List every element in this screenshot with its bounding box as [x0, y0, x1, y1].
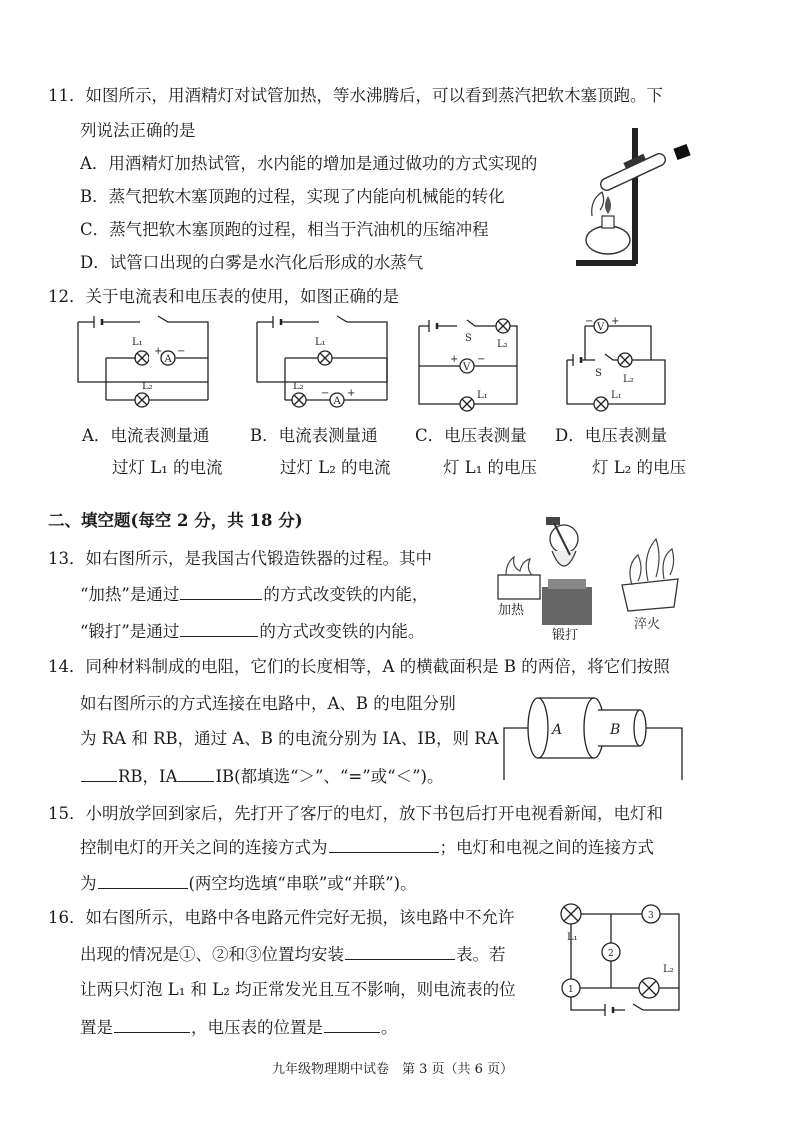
q12-c-minus-label: −	[477, 354, 486, 365]
q12-c-l2-label: L₂	[497, 339, 508, 350]
q16-figure-circuit	[543, 898, 693, 1018]
q13-line2	[80, 585, 428, 604]
q14-fig-b-label: B	[610, 722, 621, 738]
q12-choice-b-line2: 过灯 L₂ 的电流	[280, 458, 391, 477]
q12-d-plus-label: +	[611, 316, 620, 327]
page-footer: 九年级物理期中试卷 第 3 页（共 6 页）	[272, 1062, 514, 1077]
q12-a-plus-label: +	[154, 346, 163, 357]
q14-line3: 为 RA 和 RB，通过 A、B 的电流分别为 IA、IB，则 RA	[80, 729, 499, 748]
q12-choice-a-line2: 过灯 L₁ 的电流	[112, 458, 223, 477]
q12-choice-a-line1: A．电流表测量通	[82, 426, 210, 445]
q13-line2-suffix: 的方式改变铁的内能，	[263, 585, 429, 604]
q12-c-switch-label: S	[465, 333, 472, 344]
q12-a-l2-label: L₂	[142, 381, 153, 392]
q16-line2-suffix: 表。若	[456, 945, 506, 964]
q16-line4	[80, 1018, 398, 1037]
q16-line4-end: 。	[381, 1018, 398, 1037]
q12-d-l1-label: L₁	[611, 390, 622, 401]
q11-option-a: A．用酒精灯加热试管，水内能的增加是通过做功的方式实现的	[80, 154, 538, 173]
q13-figure-forging	[492, 515, 692, 640]
q15-blank-1[interactable]	[329, 838, 439, 853]
q16-line2	[80, 945, 506, 964]
q14-line4-suffix: IB(都填选“＞”、“=”或“＜”)。	[215, 767, 444, 786]
q16-line4-mid: ，电压表的位置是	[191, 1018, 323, 1037]
q12-d-l2-label: L₂	[623, 374, 634, 385]
q12-choice-d-line1: D．电压表测量	[555, 426, 668, 445]
q13-fig-quench-label: 淬火	[634, 617, 661, 632]
q12-a-l1-label: L₁	[132, 337, 143, 348]
q16-line2-prefix: 出现的情况是①、②和③位置均安装	[80, 945, 344, 964]
q12-b-l2-label: L₂	[293, 381, 304, 392]
q14-line2: 如右图所示的方式连接在电路中，A、B 的电阻分别	[80, 694, 456, 713]
q14-line4	[80, 767, 443, 786]
q14-line1: 14．同种材料制成的电阻，它们的长度相等，A 的横截面积是 B 的两倍，将它们按照	[48, 657, 670, 676]
q16-l2-label: L₂	[663, 964, 674, 975]
q16-blank-3[interactable]	[324, 1018, 380, 1033]
q13-line1: 13．如右图所示，是我国古代锻造铁器的过程。其中	[48, 549, 432, 568]
q12-circuit-b	[255, 312, 390, 412]
q15-line3	[80, 874, 417, 893]
q12-d-voltmeter-label: V	[597, 322, 605, 333]
q15-blank-2[interactable]	[98, 874, 188, 889]
q16-line4-prefix: 置是	[80, 1018, 113, 1037]
q13-line2-prefix: “加热”是通过	[80, 585, 180, 604]
q12-b-minus-label: −	[321, 388, 330, 399]
q14-blank-2[interactable]	[178, 767, 214, 782]
q12-a-ammeter-label: A	[164, 354, 172, 365]
q12-d-minus-label: −	[585, 316, 594, 327]
q14-figure-resistors	[502, 688, 687, 784]
q16-blank-1[interactable]	[345, 945, 455, 960]
q15-line3-prefix: 为	[80, 874, 97, 893]
q12-d-switch-label: S	[595, 368, 602, 379]
q13-blank-2[interactable]	[180, 622, 258, 637]
q14-fig-a-label: A	[552, 722, 563, 738]
q13-fig-forge-label: 锻打	[552, 628, 579, 640]
q11-stem-line1: 11．如图所示，用酒精灯对试管加热，等水沸腾后，可以看到蒸汽把软木塞顶跑。下	[48, 86, 663, 105]
q12-circuit-a	[76, 312, 211, 412]
q13-line3	[80, 622, 424, 641]
q11-option-c: C．蒸气把软木塞顶跑的过程，相当于汽油机的压缩冲程	[80, 220, 489, 239]
q12-c-voltmeter-label: V	[463, 362, 471, 373]
q13-fig-heat-label: 加热	[498, 603, 525, 618]
q12-b-l1-label: L₁	[315, 337, 326, 348]
q16-position-2-label: 2	[608, 949, 614, 959]
q12-circuit-d	[565, 316, 671, 416]
q12-circuit-c	[417, 316, 523, 416]
section-title-fill-in: 二、填空题(每空 2 分，共 18 分)	[48, 511, 303, 530]
q12-choice-c-line1: C．电压表测量	[415, 426, 527, 445]
q16-position-1-label: 1	[568, 985, 574, 995]
q15-line3-suffix: (两空均选填“串联”或“并联”)。	[188, 874, 417, 893]
q11-option-d: D．试管口出现的白雾是水汽化后形成的水蒸气	[80, 253, 424, 272]
q12-choice-b-line1: B．电流表测量通	[250, 426, 378, 445]
q13-line3-suffix: 的方式改变铁的内能。	[259, 622, 425, 641]
q12-a-minus-label: −	[177, 346, 186, 357]
q13-line3-prefix: “锻打”是通过	[80, 622, 180, 641]
q15-line2-suffix: ；电灯和电视之间的连接方式	[439, 838, 654, 857]
q15-line1: 15．小明放学回到家后，先打开了客厅的电灯，放下书包后打开电视看新闻，电灯和	[48, 804, 663, 823]
q12-stem: 12．关于电流表和电压表的使用，如图正确的是	[48, 287, 399, 306]
q12-b-ammeter-label: A	[333, 396, 341, 407]
q16-line3: 让两只灯泡 L₁ 和 L₂ 均正常发光且互不影响，则电流表的位	[80, 980, 516, 999]
q16-blank-2[interactable]	[114, 1018, 190, 1033]
q14-blank-1[interactable]	[81, 767, 117, 782]
q13-blank-1[interactable]	[180, 585, 262, 600]
q16-line1: 16．如右图所示，电路中各电路元件完好无损，该电路中不允许	[48, 908, 515, 927]
q12-b-plus-label: +	[347, 388, 356, 399]
q16-l1-label: L₁	[567, 932, 578, 943]
q14-line4-mid: RB，IA	[118, 767, 178, 786]
q12-choice-d-line2: 灯 L₂ 的电压	[592, 458, 687, 477]
q15-line2	[80, 838, 654, 857]
q11-stem-line2: 列说法正确的是	[80, 121, 196, 140]
q16-position-3-label: 3	[648, 911, 654, 921]
q11-figure-alcohol-lamp	[568, 118, 698, 268]
q12-c-plus-label: +	[450, 354, 459, 365]
q12-choice-c-line2: 灯 L₁ 的电压	[443, 458, 538, 477]
q12-c-l1-label: L₁	[477, 390, 488, 401]
q15-line2-prefix: 控制电灯的开关之间的连接方式为	[80, 838, 328, 857]
q11-option-b: B．蒸气把软木塞顶跑的过程，实现了内能向机械能的转化	[80, 187, 505, 206]
